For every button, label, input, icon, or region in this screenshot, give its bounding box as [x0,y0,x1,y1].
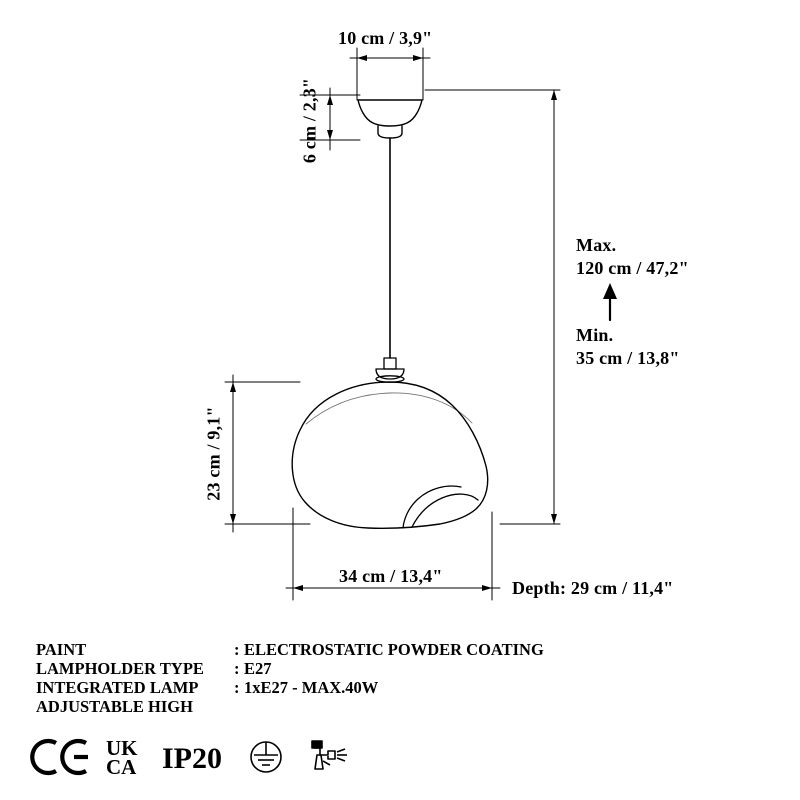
dim-depth: Depth: 29 cm / 11,4" [512,578,674,598]
dim-canopy-height: 6 cm / 2,3" [299,77,320,164]
dim-max-value: 120 cm / 47,2" [576,258,689,278]
dim-shade-height: 23 cm / 9,1" [203,406,224,501]
spec-key-integrated-lamp: INTEGRATED LAMP [36,678,199,697]
dim-shade-width: 34 cm / 13,4" [339,566,443,586]
spec-row-lampholder-type [36,659,544,678]
spec-value-integrated-lamp: 1xE27 - MAX.40W [244,678,379,697]
svg-text:UK: UK [106,735,138,760]
certification-badges [30,735,352,783]
spray-gun-icon [304,735,352,784]
earth-ground-icon [244,735,288,784]
dim-max-label: Max. [576,235,617,255]
dim-canopy-width: 10 cm / 3,9" [338,28,433,48]
spec-colon-integrated-lamp: : [234,678,240,697]
dim-min-label: Min. [576,325,614,345]
spec-colon-lampholder-type: : [234,659,240,678]
spec-value-lampholder-type: E27 [244,659,272,678]
spec-key-paint: PAINT [36,640,87,659]
spec-row-adjustable-high [36,697,544,716]
spec-colon-adjustable-high [234,697,244,716]
specification-table [36,640,544,716]
ukca-mark-icon [106,735,154,784]
spec-key-lampholder-type: LAMPHOLDER TYPE [36,659,204,678]
svg-text:CA: CA [106,754,137,779]
spec-value-paint: ELECTROSTATIC POWDER COATING [244,640,544,659]
dim-min-value: 35 cm / 13,8" [576,348,680,368]
spec-row-paint [36,640,544,659]
ce-mark-icon [30,737,92,782]
ip-rating-label: IP20 [162,742,222,775]
spec-colon-paint: : [234,640,240,659]
spec-row-integrated-lamp [36,678,544,697]
spec-key-adjustable-high: ADJUSTABLE HIGH [36,697,193,716]
